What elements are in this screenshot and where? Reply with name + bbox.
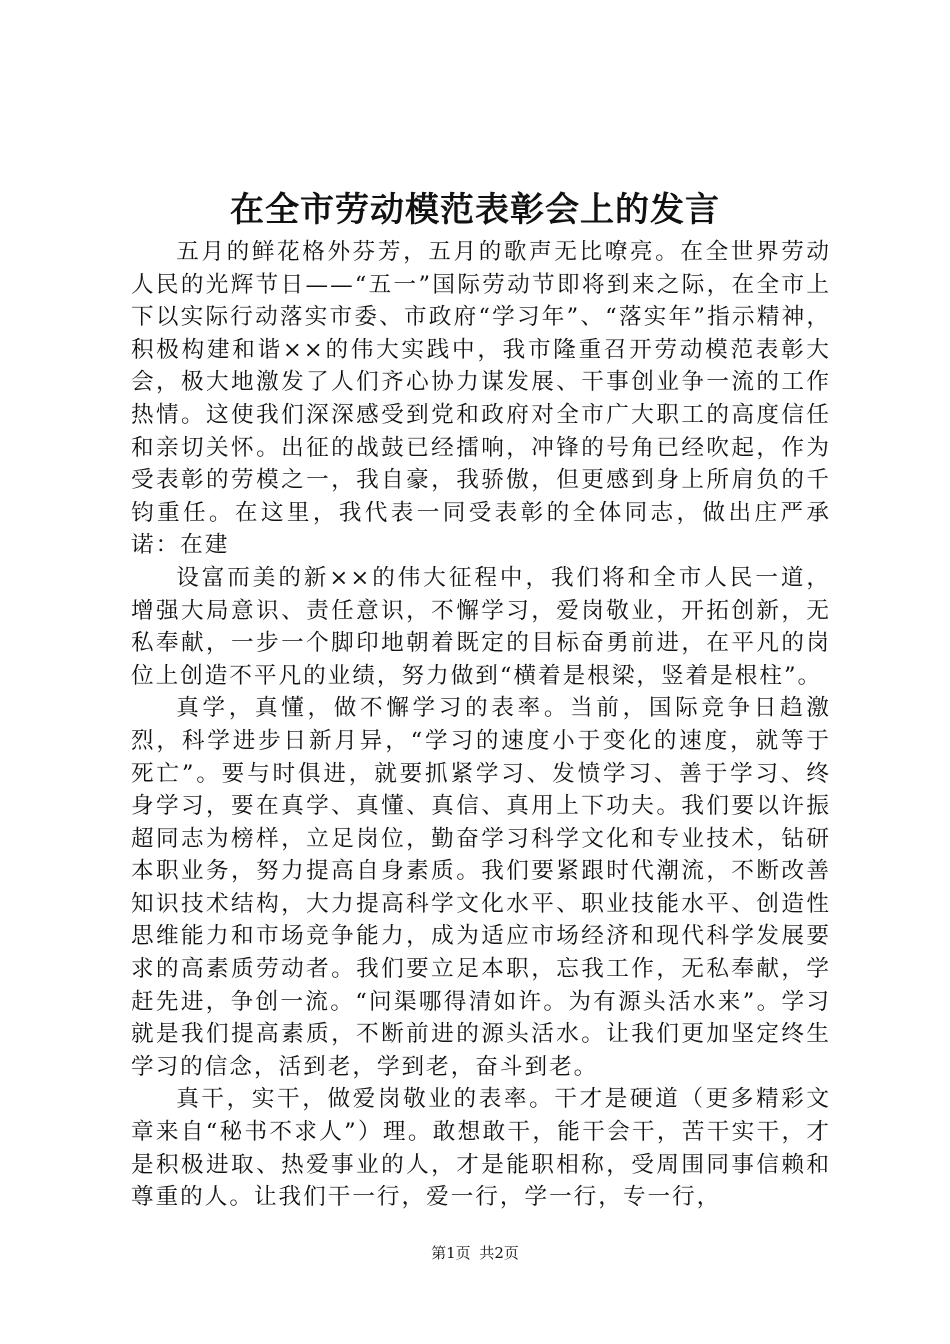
paragraph: 真学，真懂，做不懈学习的表率。当前，国际竞争日趋激烈，科学进步日新月异，“学习的速度小于变化的速度，就等于死亡”。要与时俱进，就要抓紧学习、发愤学习、善于学习、终身学习，要在真学、真懂、真信、真用上下功夫。我们要以许振超同志为榜样，立足岗位，勤奋学习科学文化和专业技术，钻研本职业务，努力提高自身素质。我们要紧跟时代潮流，不断改善知识技术结构，大力提高科学文化水平、职业技能水平、创造性思维能力和市场竞争能力，成为适应市场经济和现代科学发展要求的高素质劳动者。我们要立足本职，忘我工作，无私奉献，学赶先进，争创一流。“问渠哪得清如许。为有源头活水来”。学习就是我们提高素质，不断前进的源头活水。让我们更加坚定终生学习的信念，活到老，学到老，奋斗到老。: [131, 695, 831, 1080]
paragraph: 真干，实干，做爱岗敬业的表率。干才是硬道（更多精彩文章来自“秘书不求人”）理。敢想敢干，能干会干，苦干实干，才是积极进取、热爱事业的人，才是能职相称，受周围同事信赖和尊重的人。让我们干一行，爱一行，学一行，专一行，: [131, 1086, 831, 1211]
paragraph: 五月的鲜花格外芬芳，五月的歌声无比嘹亮。在全世界劳动人民的光辉节日——“五一”国际劳动节即将到来之际，在全市上下以实际行动落实市委、市政府“学习年”、“落实年”指示精神，积极构建和谐××的伟大实践中，我市隆重召开劳动模范表彰大会，极大地激发了人们齐心协力谋发展、干事创业争一流的工作热情。这使我们深深感受到党和政府对全市广大职工的高度信任和亲切关怀。出征的战鼓已经擂响，冲锋的号角已经吹起，作为受表彰的劳模之一，我自豪，我骄傲，但更感到身上所肩负的千钧重任。在这里，我代表一同受表彰的全体同志，做出庄严承诺：在建: [131, 239, 831, 559]
document-title: 在全市劳动模范表彰会上的发言: [230, 190, 720, 230]
page-number: 第1页: [431, 1244, 471, 1262]
page-total: 共2页: [479, 1244, 519, 1262]
page-footer: [0, 1243, 950, 1263]
paragraph: 设富而美的新××的伟大征程中，我们将和全市人民一道，增强大局意识、责任意识，不懈学习，爱岗敬业，开拓创新，无私奉献，一步一个脚印地朝着既定的目标奋勇前进，在平凡的岗位上创造不平凡的业绩，努力做到“横着是根梁，竖着是根柱”。: [131, 564, 831, 689]
document-body: [131, 236, 831, 1214]
